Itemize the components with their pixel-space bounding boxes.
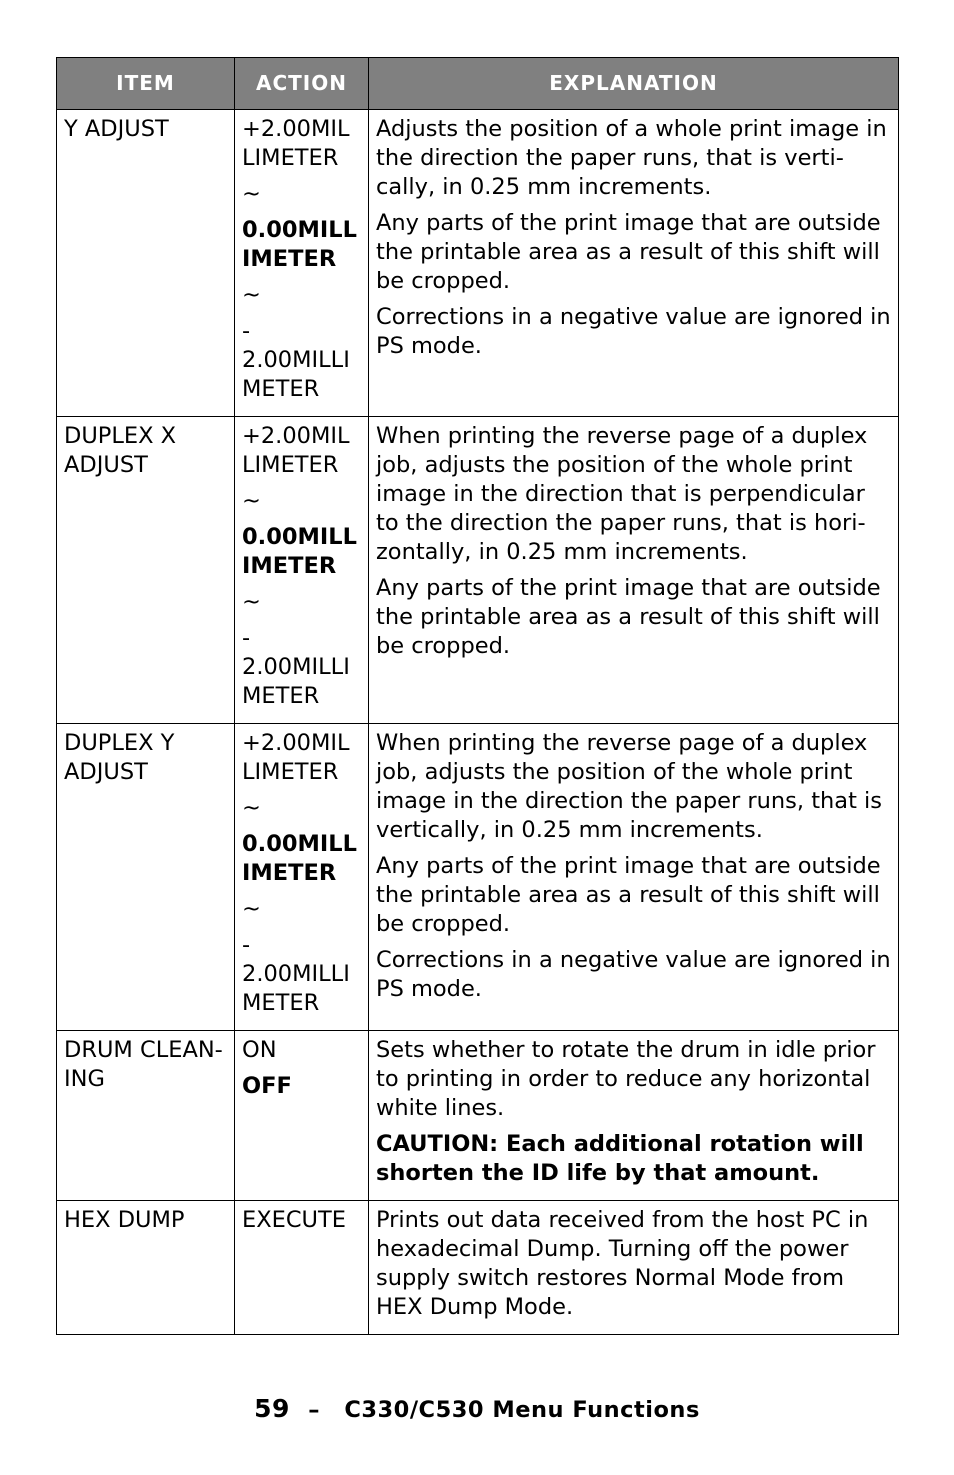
action-value: - 2.00MILLI METER bbox=[242, 932, 350, 1016]
action-value: ~ bbox=[242, 896, 261, 922]
action-value: ON bbox=[242, 1037, 277, 1063]
footer-title: C330/C530 Menu Functions bbox=[344, 1397, 700, 1423]
action-cell bbox=[235, 110, 369, 417]
action-value: - 2.00MILLI METER bbox=[242, 625, 350, 709]
explanation-paragraph: Any parts of the print image that are outside the printable area as a result of this shift will be cropped. bbox=[376, 575, 881, 659]
header-item: ITEM bbox=[57, 58, 235, 110]
explanation-cell bbox=[369, 1031, 899, 1201]
explanation-paragraph: Prints out data received from the host PC in hexadecimal Dump. Turning off the power supply switch restores Normal Mode from HEX Dump Mode. bbox=[376, 1207, 869, 1320]
explanation-cell bbox=[369, 110, 899, 417]
explanation-cell bbox=[369, 1201, 899, 1335]
table-row bbox=[57, 724, 899, 1031]
page-footer bbox=[0, 1394, 954, 1423]
page-number: 59 bbox=[254, 1394, 290, 1423]
action-value: ~ bbox=[242, 282, 261, 308]
explanation-paragraph: Sets whether to rotate the drum in idle prior to printing in order to reduce any horizontal white lines. bbox=[376, 1037, 876, 1121]
explanation-paragraph: Corrections in a negative value are ignored in PS mode. bbox=[376, 304, 891, 359]
action-value: 0.00MILL IMETER bbox=[242, 831, 357, 886]
item-cell: Y ADJUST bbox=[57, 110, 235, 417]
action-value: EXECUTE bbox=[242, 1207, 346, 1233]
explanation-paragraph: Corrections in a negative value are ignored in PS mode. bbox=[376, 947, 891, 1002]
action-value: ~ bbox=[242, 488, 261, 514]
action-value: ~ bbox=[242, 181, 261, 207]
item-cell: DUPLEX Y ADJUST bbox=[57, 724, 235, 1031]
action-value: +2.00MIL LIMETER bbox=[242, 730, 350, 785]
table-row bbox=[57, 1031, 899, 1201]
explanation-cell bbox=[369, 724, 899, 1031]
explanation-cell bbox=[369, 417, 899, 724]
explanation-paragraph: Any parts of the print image that are outside the printable area as a result of this shift will be cropped. bbox=[376, 210, 881, 294]
explanation-paragraph: CAUTION: Each additional rotation will shorten the ID life by that amount. bbox=[376, 1131, 864, 1186]
action-cell bbox=[235, 1031, 369, 1201]
action-value: 0.00MILL IMETER bbox=[242, 524, 357, 579]
item-cell: DUPLEX X ADJUST bbox=[57, 417, 235, 724]
table-row bbox=[57, 417, 899, 724]
action-cell bbox=[235, 417, 369, 724]
explanation-paragraph: Adjusts the position of a whole print image in the direction the paper runs, that is verti-cally, in 0.25 mm increments. bbox=[376, 116, 887, 200]
action-value: ~ bbox=[242, 589, 261, 615]
table-header-row bbox=[57, 58, 899, 110]
menu-functions-table bbox=[56, 57, 899, 1335]
action-cell bbox=[235, 1201, 369, 1335]
action-cell bbox=[235, 724, 369, 1031]
header-explanation: EXPLANATION bbox=[369, 58, 899, 110]
footer-separator: – bbox=[308, 1397, 321, 1423]
header-action: ACTION bbox=[235, 58, 369, 110]
item-cell: DRUM CLEAN-ING bbox=[57, 1031, 235, 1201]
action-value: +2.00MIL LIMETER bbox=[242, 423, 350, 478]
explanation-paragraph: When printing the reverse page of a duplex job, adjusts the position of the whole print image in the direction the paper runs, that is vertically, in 0.25 mm increments. bbox=[376, 730, 883, 843]
explanation-paragraph: Any parts of the print image that are outside the printable area as a result of this shift will be cropped. bbox=[376, 853, 881, 937]
item-cell: HEX DUMP bbox=[57, 1201, 235, 1335]
action-value: +2.00MIL LIMETER bbox=[242, 116, 350, 171]
table-row bbox=[57, 1201, 899, 1335]
action-value: OFF bbox=[242, 1073, 292, 1099]
action-value: - 2.00MILLI METER bbox=[242, 318, 350, 402]
action-value: 0.00MILL IMETER bbox=[242, 217, 357, 272]
table-body bbox=[57, 110, 899, 1335]
action-value: ~ bbox=[242, 795, 261, 821]
explanation-paragraph: When printing the reverse page of a duplex job, adjusts the position of the whole print image in the direction that is perpendicular to the direction the paper runs, that is hori-zontally, in 0.25 mm increments. bbox=[376, 423, 868, 565]
table-row bbox=[57, 110, 899, 417]
